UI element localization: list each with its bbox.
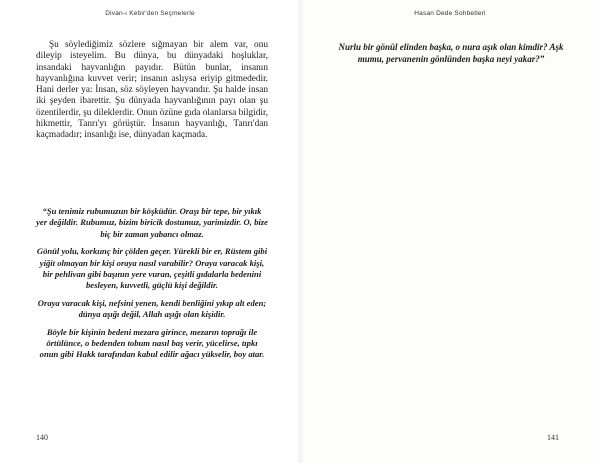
- quote-paragraph: “Şu tenimiz rubumuzun bir köşküdür. Oraşı bir tepe, bir yıkık yer değildir. Rubumuz, bizim biricik dostumuz, yarimizdir. O, bize biç bir zaman yabancı olmaz.: [36, 206, 268, 239]
- book-gutter: [296, 0, 304, 463]
- quote-paragraph: Gönül yolu, korkunç bir çölden geçer. Yürekli bir er, Rüstem gibi yiğit olmayan bir kişi oraya nasıl varabilir? Oraya varacak kişi, bir pehlivan gibi başının yere vuran, çeşitli gıdalarla bedenini besleyen, kuvvetli, güçlü kişi değildir.: [36, 246, 268, 291]
- left-running-head: Divan-ı Kebir'den Seçmelerle: [105, 10, 195, 17]
- right-quote: Nurlu bir gönül elinden başka, o nura aşık olan kimdir? Aşk mumu, pervanenin gönlünden başka neyi yakar?”: [338, 42, 564, 64]
- left-body-paragraph: Şu söylediğimiz sözlere sığmayan bir alem var, onu dileyip isteyelim. Bu dünya, bu dünyadaki hoşluklar, insandaki hayvanlığın payıdır. Bütün bunlar, insanın hayvanlığına kuvvet verir; insanın aslıysa eriyip gitmededir. Hani derler ya: İnsan, söz söyleyen hayvandır. Şu halde insan iki şeyden ibarettir. Şu dünyada hayvanlığının payı olan şu özentilerdir, şu dileklerdir. Onun özüne gıda olanlarsa bilgidir, hikmettir, Tanrı'yı görüştür. İnsanın hayvanlığı, Tanrı'dan kaçmadadır; insanlığı ise, dünyadan kaçmada.: [36, 40, 268, 141]
- quote-paragraph: Böyle bir kişinin bedeni mezara girince, mezarın toprağı ile örtülünce, o bedenden tobum nasıl baş verir, yücelirse, tıpkı onun gibi Hakk tarafından kabul edilir ağacı yükselir, boy atar.: [39, 326, 265, 360]
- right-page: [300, 0, 600, 463]
- right-page-number: 141: [547, 433, 559, 442]
- left-page-number: 140: [36, 433, 48, 442]
- left-quote-block: [36, 206, 268, 367]
- quote-paragraph: Oraya varacak kişi, nefsini yenen, kendi benliğini yıkıp alt eden; dünya aşığı değil, Allah aşığı olan kişidir.: [37, 297, 267, 320]
- right-running-head: Hasan Dede Sohbetleri: [414, 10, 486, 17]
